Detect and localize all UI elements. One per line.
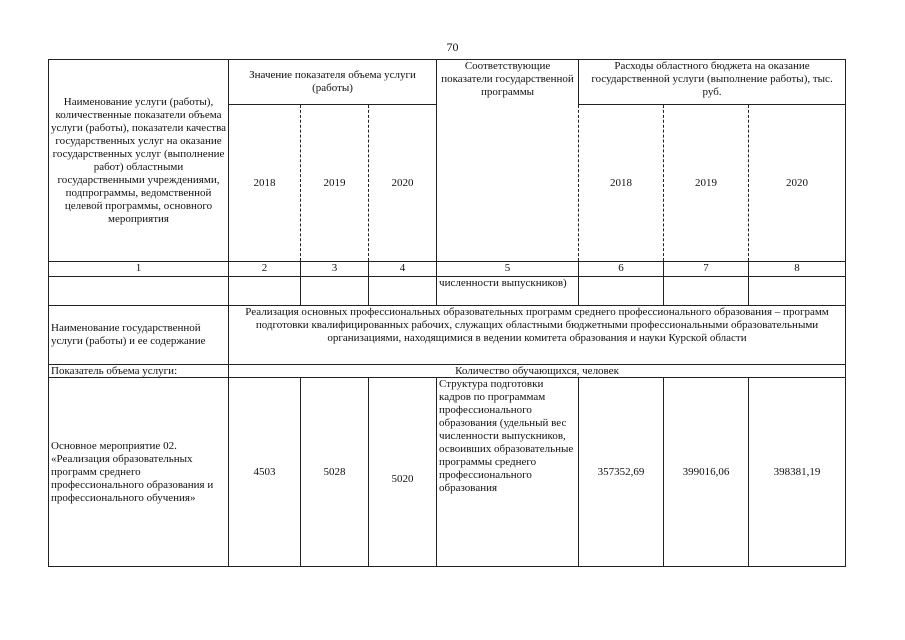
page-number: 70 <box>446 40 459 54</box>
column-number: 3 <box>301 262 369 277</box>
header-budget-year-2018: 2018 <box>579 105 664 262</box>
empty-cell <box>579 277 664 306</box>
service-row <box>49 306 846 365</box>
volume-2018-value: 4503 <box>229 378 301 567</box>
header-row-groups <box>49 60 846 105</box>
empty-cell <box>664 277 749 306</box>
empty-cell <box>49 277 229 306</box>
empty-cell <box>301 277 369 306</box>
main-activity-name: Основное мероприятие 02. «Реализация образовательных программ среднего профессионального образования и профессионального обучения» <box>49 378 229 567</box>
header-volume-year-2018: 2018 <box>229 105 301 262</box>
header-service-name: Наименование услуги (работы), количественные показатели объема услуги (работы), показатели качества государственных услуг на оказание государственных услуг (выполнение работ) областными государственными учреждениями, подпрограммы, ведомственной целевой программы, основного мероприятия <box>49 60 229 262</box>
budget-2018-value: 357352,69 <box>579 378 664 567</box>
empty-cell <box>369 277 437 306</box>
budget-table <box>48 59 846 567</box>
main-activity-row <box>49 378 846 567</box>
empty-cell <box>749 277 846 306</box>
column-number: 4 <box>369 262 437 277</box>
column-number-row <box>49 262 846 277</box>
continuation-program-text: численности выпускников) <box>437 277 579 306</box>
budget-2020-value: 398381,19 <box>749 378 846 567</box>
header-volume-year-2019: 2019 <box>301 105 369 262</box>
indicator-value: Количество обучающихся, человек <box>229 365 846 378</box>
indicator-row <box>49 365 846 378</box>
service-label: Наименование государственной услуги (работы) и ее содержание <box>49 306 229 365</box>
column-number: 7 <box>664 262 749 277</box>
column-number: 2 <box>229 262 301 277</box>
header-budget-group: Расходы областного бюджета на оказание государственной услуги (выполнение работы), тыс. руб. <box>579 60 846 105</box>
volume-2019-value: 5028 <box>301 378 369 567</box>
column-number: 1 <box>49 262 229 277</box>
service-description: Реализация основных профессиональных образовательных программ среднего профессионального образования – программ подготовки квалифицированных рабочих, служащих областными бюджетными профессиональными образовательными организациями, находящимися в ведении комитета образования и науки Курской области <box>229 306 846 365</box>
continuation-row <box>49 277 846 306</box>
header-volume-group: Значение показателя объема услуги (работы) <box>229 60 437 105</box>
column-number: 8 <box>749 262 846 277</box>
volume-2020-value: 5020 <box>369 378 437 567</box>
header-program-indicators: Соответствующие показатели государственной программы <box>437 60 579 262</box>
column-number: 6 <box>579 262 664 277</box>
indicator-label: Показатель объема услуги: <box>49 365 229 378</box>
header-budget-year-2019: 2019 <box>664 105 749 262</box>
empty-cell <box>229 277 301 306</box>
header-volume-year-2020: 2020 <box>369 105 437 262</box>
program-indicator-text: Структура подготовки кадров по программам профессионального образования (удельный вес численности выпускников, освоивших образовательные программы среднего профессионального образования <box>437 378 579 567</box>
column-number: 5 <box>437 262 579 277</box>
budget-2019-value: 399016,06 <box>664 378 749 567</box>
header-budget-year-2020: 2020 <box>749 105 846 262</box>
